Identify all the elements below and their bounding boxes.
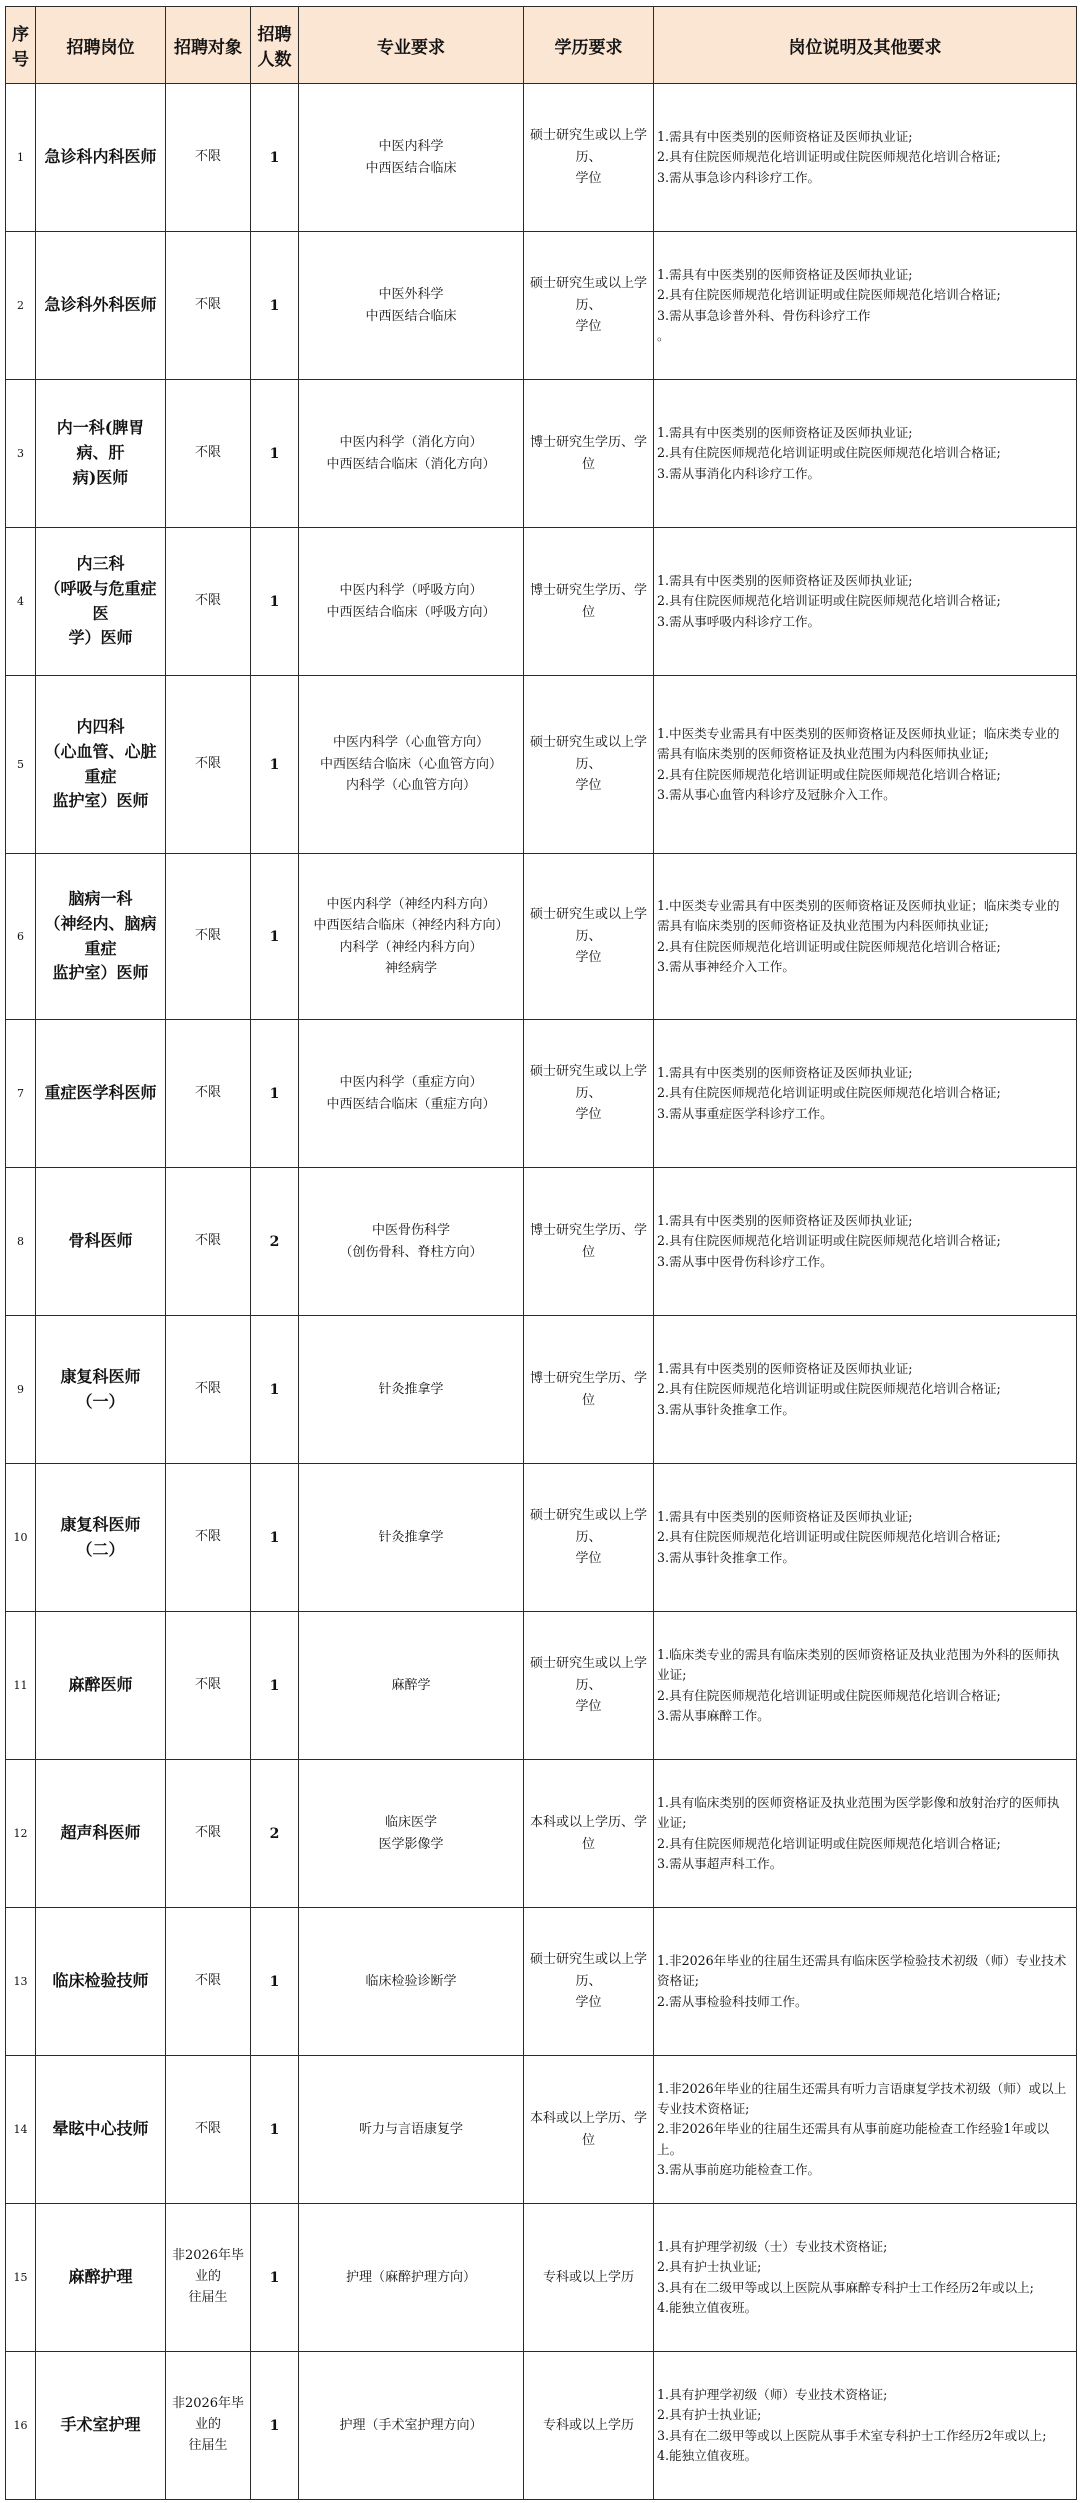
education-cell-line: 硕士研究生或以上学历、 [530,907,648,944]
row-number: 12 [6,1760,36,1908]
target-cell-line: 不限 [194,928,221,944]
position-cell-line: 麻醉医师 [68,1675,133,1695]
description-cell [654,854,1077,1020]
row-number: 15 [6,2204,36,2352]
target-cell-line: 往届生 [188,2289,228,2305]
target-cell [166,1020,251,1168]
target-cell-line: 不限 [194,756,221,772]
position-cell [36,1168,166,1316]
table-row [6,232,1077,380]
target-cell-line: 不限 [194,1973,221,1989]
description-cell [654,2352,1077,2500]
education-cell [524,1464,654,1612]
description-cell-line: 1.非2026年毕业的往届生还需具有听力言语康复学技术初级（师）或以上专业技术资格证; [657,2080,1067,2116]
position-cell-line: 麻醉护理 [68,2267,133,2287]
position-cell-line: 内三科 [76,553,125,573]
description-cell [654,1464,1077,1612]
description-cell-line: 2.具有护士执业证; [657,2407,762,2423]
table-row [6,2352,1077,2500]
target-cell-line: 非2026年毕业的 [171,2396,245,2433]
target-cell [166,676,251,854]
description-cell [654,84,1077,232]
description-cell-line: 1.非2026年毕业的往届生还需具有临床医学检验技术初级（师）专业技术资格证; [657,1952,1067,1989]
major-cell [299,2204,524,2352]
target-cell-line: 不限 [194,1677,221,1693]
major-cell-line: 听力与言语康复学 [358,2121,463,2137]
position-cell-line: 急诊科内科医师 [44,147,157,167]
major-cell [299,1908,524,2056]
description-cell [654,1908,1077,2056]
major-cell [299,2352,524,2500]
education-cell-line: 学位 [575,1995,602,2011]
major-cell [299,2056,524,2204]
education-cell-line: 博士研究生学历、学位 [530,583,648,620]
target-cell-line: 不限 [194,1085,221,1101]
row-number: 9 [6,1316,36,1464]
position-cell-line: （神经内、脑病重症 [44,913,157,958]
row-number: 14 [6,2056,36,2204]
description-cell-line: 2.具有住院医师规范化培训证明或住院医师规范化培训合格证; [657,1085,1001,1101]
position-cell-line: 晕眩中心技师 [52,2119,149,2139]
major-cell [299,1464,524,1612]
major-cell-line: 中西医结合临床 [365,308,457,324]
description-cell-line: 3.具有在二级甲等或以上医院从事麻醉专科护士工作经历2年或以上; [657,2279,1034,2295]
header-count: 招聘人数 [251,7,299,84]
major-cell [299,380,524,528]
education-cell [524,1612,654,1760]
target-cell [166,2056,251,2204]
position-cell-line: 重症医学科医师 [44,1083,157,1103]
row-number: 6 [6,854,36,1020]
major-cell-line: 中医骨伤科学 [371,1223,450,1239]
description-cell [654,1760,1077,1908]
education-cell [524,1908,654,2056]
description-cell-line: 1.具有护理学初级（师）专业技术资格证; [657,2386,888,2402]
position-cell-line: 康复科医师（二） [60,1514,141,1559]
position-cell-line: 超声科医师 [60,1823,141,1843]
description-cell-line: 1.需具有中医类别的医师资格证及医师执业证; [657,128,913,144]
headcount-cell: 2 [251,1168,299,1316]
major-cell-line: 针灸推拿学 [378,1529,444,1545]
description-cell-line: 3.需从事心血管内科诊疗及冠脉介入工作。 [657,786,896,802]
position-cell [36,676,166,854]
target-cell [166,232,251,380]
position-cell [36,2056,166,2204]
description-cell-line: 1.需具有中医类别的医师资格证及医师执业证; [657,1064,913,1080]
description-cell [654,380,1077,528]
education-cell [524,2352,654,2500]
table-row [6,854,1077,1020]
description-cell-line: 1.需具有中医类别的医师资格证及医师执业证; [657,572,913,588]
major-cell [299,1760,524,1908]
position-cell-line: 病)医师 [72,467,129,487]
headcount-cell: 1 [251,84,299,232]
description-cell-line: 2.需从事检验科技师工作。 [657,1993,808,2009]
description-cell-line: 3.需从事神经介入工作。 [657,958,795,974]
target-cell [166,1168,251,1316]
description-cell-line: 1.需具有中医类别的医师资格证及医师执业证; [657,1508,913,1524]
position-cell-line: （呼吸与危重症医 [44,578,157,623]
education-cell [524,1760,654,1908]
description-cell-line: 2.具有住院医师规范化培训证明或住院医师规范化培训合格证; [657,1529,1001,1545]
position-cell [36,1020,166,1168]
row-number: 8 [6,1168,36,1316]
row-number: 4 [6,528,36,676]
major-cell [299,676,524,854]
major-cell [299,84,524,232]
major-cell [299,1168,524,1316]
description-cell-line: 2.具有住院医师规范化培训证明或住院医师规范化培训合格证; [657,149,1001,165]
target-cell-line: 不限 [194,1233,221,1249]
headcount-cell: 1 [251,1020,299,1168]
position-cell [36,2352,166,2500]
description-cell-line: 1.需具有中医类别的医师资格证及医师执业证; [657,424,913,440]
position-cell-line: 手术室护理 [60,2415,141,2435]
description-cell [654,232,1077,380]
education-cell-line: 学位 [575,319,602,335]
major-cell-line: 中医内科学（神经内科方向） [326,896,496,912]
headcount-cell: 1 [251,380,299,528]
target-cell-line: 不限 [194,445,221,461]
education-cell-line: 博士研究生学历、学位 [530,1371,648,1408]
description-cell-line: 2.具有住院医师规范化培训证明或住院医师规范化培训合格证; [657,287,1001,303]
position-cell [36,1464,166,1612]
target-cell [166,380,251,528]
row-number: 16 [6,2352,36,2500]
description-cell-line: 1.中医类专业需具有中医类别的医师资格证及医师执业证；临床类专业的需具有临床类别的医师资格证及执业范围为内科医师执业证; [657,725,1060,762]
position-cell [36,1612,166,1760]
education-cell-line: 学位 [575,778,602,794]
major-cell [299,1020,524,1168]
description-cell [654,2204,1077,2352]
description-cell-line: 3.需从事针灸推拿工作。 [657,1549,795,1565]
target-cell-line: 不限 [194,1381,221,1397]
target-cell-line: 往届生 [188,2437,228,2453]
table-row [6,2056,1077,2204]
major-cell-line: 内科学（神经内科方向） [339,939,483,955]
description-cell-line: 3.需从事消化内科诊疗工作。 [657,465,821,481]
description-cell [654,1316,1077,1464]
position-cell [36,1316,166,1464]
major-cell-line: 神经病学 [384,960,437,976]
education-cell [524,676,654,854]
position-cell-line: 脑病一科 [68,888,133,908]
major-cell-line: 护理（麻醉护理方向） [345,2269,476,2285]
description-cell-line: 3.需从事重症医学科诊疗工作。 [657,1105,833,1121]
major-cell-line: 护理（手术室护理方向） [339,2417,483,2433]
education-cell-line: 博士研究生学历、学位 [530,435,648,472]
major-cell [299,1612,524,1760]
description-cell-line: 1.具有临床类别的医师资格证及执业范围为医学影像和放射治疗的医师执业证; [657,1794,1060,1831]
description-cell-line: 2.具有住院医师规范化培训证明或住院医师规范化培训合格证; [657,1687,1001,1703]
description-cell-line: 3.需从事麻醉工作。 [657,1707,770,1723]
table-header-row [6,7,1077,84]
row-number: 2 [6,232,36,380]
header-major: 专业要求 [299,7,524,84]
headcount-cell: 1 [251,232,299,380]
description-cell-line: 3.具有在二级甲等或以上医院从事手术室专科护士工作经历2年或以上; [657,2427,1047,2443]
major-cell [299,854,524,1020]
major-cell-line: 针灸推拿学 [378,1381,444,1397]
table-body [6,84,1077,2500]
headcount-cell: 1 [251,854,299,1020]
education-cell-line: 本科或以上学历、学位 [530,1815,648,1852]
row-number: 13 [6,1908,36,2056]
major-cell [299,1316,524,1464]
description-cell [654,1612,1077,1760]
major-cell-line: 中西医结合临床 [365,160,457,176]
table-row [6,380,1077,528]
position-cell [36,1760,166,1908]
target-cell-line: 不限 [194,297,221,313]
description-cell-line: 3.需从事针灸推拿工作。 [657,1401,795,1417]
major-cell [299,232,524,380]
headcount-cell: 1 [251,1612,299,1760]
position-cell [36,528,166,676]
headcount-cell: 1 [251,1464,299,1612]
position-cell-line: 内四科 [76,716,125,736]
table-row [6,1760,1077,1908]
major-cell-line: 中医内科学（心血管方向） [332,735,489,751]
description-cell-line: 。 [657,327,670,343]
table-row [6,528,1077,676]
education-cell-line: 学位 [575,1699,602,1715]
target-cell [166,1908,251,2056]
table-row [6,1316,1077,1464]
description-cell-line: 4.能独立值夜班。 [657,2447,758,2463]
target-cell [166,528,251,676]
target-cell-line: 非2026年毕业的 [171,2248,245,2285]
description-cell-line: 2.具有住院医师规范化培训证明或住院医师规范化培训合格证; [657,1233,1001,1249]
description-cell-line: 2.非2026年毕业的往届生还需具有从事前庭功能检查工作经验1年或以上。 [657,2121,1050,2157]
target-cell [166,2352,251,2500]
major-cell-line: 中西医结合临床（神经内科方向） [313,918,509,934]
education-cell-line: 硕士研究生或以上学历、 [530,1952,648,1989]
major-cell-line: 中西医结合临床（消化方向） [326,456,496,472]
description-cell-line: 1.具有护理学初级（士）专业技术资格证; [657,2238,888,2254]
description-cell [654,676,1077,854]
description-cell-line: 1.中医类专业需具有中医类别的医师资格证及医师执业证；临床类专业的需具有临床类别的医师资格证及执业范围为内科医师执业证; [657,897,1060,934]
description-cell-line: 1.需具有中医类别的医师资格证及医师执业证; [657,1360,913,1376]
position-cell [36,854,166,1020]
headcount-cell: 1 [251,528,299,676]
description-cell-line: 2.具有住院医师规范化培训证明或住院医师规范化培训合格证; [657,593,1001,609]
position-cell-line: 急诊科外科医师 [44,295,157,315]
target-cell [166,1464,251,1612]
row-number: 11 [6,1612,36,1760]
headcount-cell: 1 [251,1316,299,1464]
major-cell-line: 中西医结合临床（呼吸方向） [326,604,496,620]
major-cell-line: 医学影像学 [378,1836,444,1852]
description-cell-line: 1.需具有中医类别的医师资格证及医师执业证; [657,266,913,282]
target-cell [166,1760,251,1908]
position-cell-line: 内一科(脾胃病、肝 [56,418,145,463]
education-cell-line: 硕士研究生或以上学历、 [530,1064,648,1101]
education-cell-line: 专科或以上学历 [542,2269,634,2285]
major-cell-line: 临床医学 [384,1815,437,1831]
table-row [6,1168,1077,1316]
target-cell [166,2204,251,2352]
table-row [6,1464,1077,1612]
education-cell-line: 硕士研究生或以上学历、 [530,1508,648,1545]
table-row [6,676,1077,854]
headcount-cell: 1 [251,2056,299,2204]
description-cell-line: 3.需从事呼吸内科诊疗工作。 [657,613,821,629]
header-no: 序号 [6,7,36,84]
headcount-cell: 1 [251,2204,299,2352]
position-cell [36,232,166,380]
education-cell [524,854,654,1020]
education-cell [524,2056,654,2204]
position-cell-line: （心血管、心脏重症 [44,741,157,786]
position-cell-line: 骨科医师 [68,1231,133,1251]
education-cell [524,1020,654,1168]
table-row [6,2204,1077,2352]
education-cell [524,2204,654,2352]
header-description: 岗位说明及其他要求 [654,7,1077,84]
description-cell-line: 2.具有住院医师规范化培训证明或住院医师规范化培训合格证; [657,938,1001,954]
description-cell-line: 3.需从事中医骨伤科诊疗工作。 [657,1253,833,1269]
education-cell [524,232,654,380]
education-cell-line: 博士研究生学历、学位 [530,1223,648,1260]
target-cell [166,1316,251,1464]
education-cell-line: 学位 [575,171,602,187]
row-number: 10 [6,1464,36,1612]
description-cell-line: 1.需具有中医类别的医师资格证及医师执业证; [657,1212,913,1228]
target-cell [166,84,251,232]
table-row [6,84,1077,232]
education-cell [524,528,654,676]
major-cell-line: 中医内科学 [378,139,444,155]
description-cell-line: 2.具有住院医师规范化培训证明或住院医师规范化培训合格证; [657,1381,1001,1397]
headcount-cell: 1 [251,676,299,854]
major-cell-line: 中西医结合临床（心血管方向） [319,756,502,772]
header-target: 招聘对象 [166,7,251,84]
header-position: 招聘岗位 [36,7,166,84]
education-cell-line: 学位 [575,950,602,966]
header-education: 学历要求 [524,7,654,84]
major-cell-line: 中医内科学（重症方向） [339,1075,483,1091]
major-cell-line: 临床检验诊断学 [365,1973,457,1989]
major-cell-line: 麻醉学 [391,1677,431,1693]
major-cell [299,528,524,676]
education-cell [524,1168,654,1316]
row-number: 3 [6,380,36,528]
education-cell-line: 学位 [575,1551,602,1567]
description-cell-line: 2.具有住院医师规范化培训证明或住院医师规范化培训合格证; [657,766,1001,782]
major-cell-line: 中医内科学（消化方向） [339,435,483,451]
major-cell-line: 中医外科学 [378,287,444,303]
description-cell-line: 3.需从事前庭功能检查工作。 [657,2162,821,2178]
education-cell-line: 硕士研究生或以上学历、 [530,735,648,772]
recruitment-table [5,6,1077,2500]
headcount-cell: 2 [251,1760,299,1908]
description-cell-line: 3.需从事急诊普外科、骨伤科诊疗工作 [657,307,871,323]
position-cell [36,84,166,232]
education-cell-line: 硕士研究生或以上学历、 [530,276,648,313]
position-cell-line: 学）医师 [68,628,133,648]
position-cell [36,1908,166,2056]
target-cell-line: 不限 [194,149,221,165]
target-cell [166,854,251,1020]
position-cell-line: 康复科医师（一） [60,1366,141,1411]
target-cell-line: 不限 [194,1529,221,1545]
education-cell [524,84,654,232]
target-cell [166,1612,251,1760]
description-cell [654,2056,1077,2204]
education-cell-line: 本科或以上学历、学位 [530,2111,648,2148]
description-cell-line: 1.临床类专业的需具有临床类别的医师资格证及执业范围为外科的医师执业证; [657,1646,1060,1683]
major-cell-line: 中医内科学（呼吸方向） [339,583,483,599]
description-cell [654,1168,1077,1316]
education-cell-line: 硕士研究生或以上学历、 [530,128,648,165]
table-row [6,1612,1077,1760]
description-cell [654,528,1077,676]
description-cell-line: 3.需从事超声科工作。 [657,1855,783,1871]
table-row [6,1908,1077,2056]
position-cell-line: 监护室）医师 [52,791,149,811]
position-cell-line: 监护室）医师 [52,963,149,983]
description-cell-line: 3.需从事急诊内科诊疗工作。 [657,169,821,185]
row-number: 5 [6,676,36,854]
headcount-cell: 1 [251,1908,299,2056]
description-cell-line: 2.具有护士执业证; [657,2259,762,2275]
position-cell [36,380,166,528]
education-cell-line: 学位 [575,1107,602,1123]
description-cell-line: 2.具有住院医师规范化培训证明或住院医师规范化培训合格证; [657,1835,1001,1851]
target-cell-line: 不限 [194,593,221,609]
headcount-cell: 1 [251,2352,299,2500]
row-number: 1 [6,84,36,232]
row-number: 7 [6,1020,36,1168]
position-cell-line: 临床检验技师 [52,1971,149,1991]
target-cell-line: 不限 [194,1825,221,1841]
education-cell-line: 硕士研究生或以上学历、 [530,1656,648,1693]
education-cell-line: 专科或以上学历 [542,2417,634,2433]
major-cell-line: 内科学（心血管方向） [345,778,476,794]
description-cell-line: 4.能独立值夜班。 [657,2299,758,2315]
table-row [6,1020,1077,1168]
description-cell-line: 2.具有住院医师规范化培训证明或住院医师规范化培训合格证; [657,445,1001,461]
major-cell-line: 中西医结合临床（重症方向） [326,1096,496,1112]
description-cell [654,1020,1077,1168]
education-cell [524,380,654,528]
major-cell-line: （创伤骨科、脊柱方向） [339,1244,483,1260]
education-cell [524,1316,654,1464]
position-cell [36,2204,166,2352]
target-cell-line: 不限 [194,2121,221,2137]
